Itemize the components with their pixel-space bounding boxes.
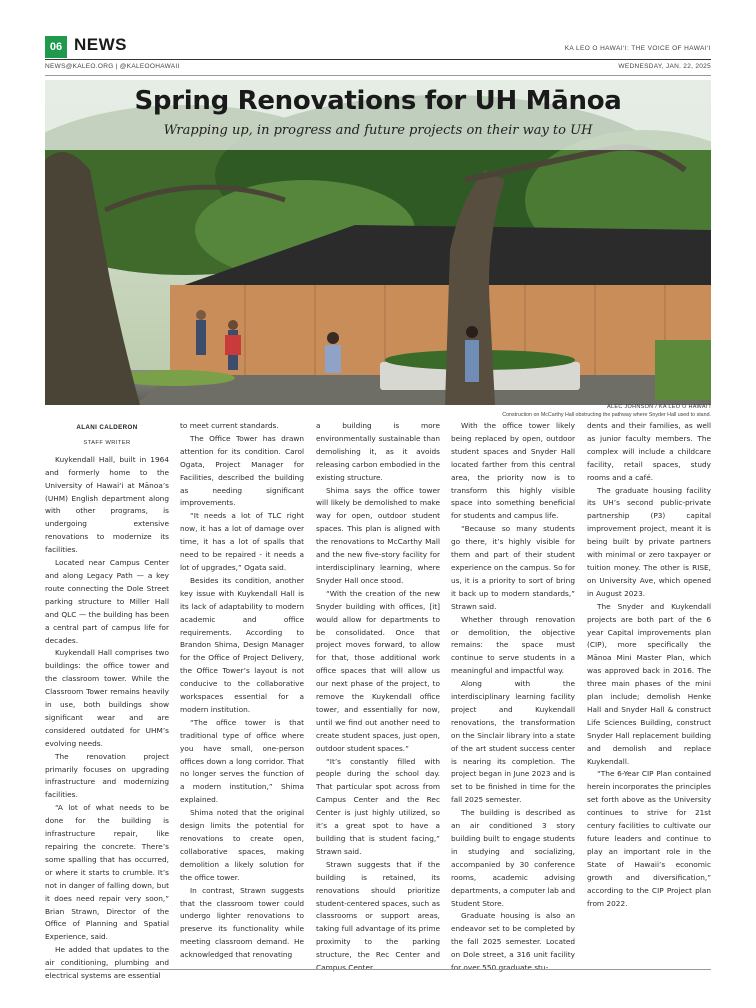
section-title: NEWS xyxy=(74,35,127,54)
paragraph: The Office Tower has drawn attention for its condition. Carol Ogata, Project Manager for Facilities, described the building as needing significant improvements. xyxy=(180,433,304,508)
paragraph: Located near Campus Center and along Legacy Path — a key route connecting the Dole Street parking structure to Miller Hall and QLC — the building has been a central part of campus life for decades. xyxy=(45,558,169,645)
footer-rule xyxy=(45,969,711,970)
paragraph: dents and their families, as well as junior faculty members. The complex will include a childcare facility, retail spaces, study rooms and a café. xyxy=(587,421,711,482)
article-column-3 xyxy=(316,420,440,975)
paragraph: Strawn suggests that if the building is retained, its renovations should prioritize student-centered spaces, such as classrooms or support areas, taking full advantage of its prime proximity to the parking structure, the Rec Center and Campus Center. xyxy=(316,859,440,973)
paragraph: Whether through renovation or demolition, the objective remains: the space must continue to serve students in a meaningful and impactful way. xyxy=(451,614,575,676)
paragraph: “It needs a lot of TLC right now, it has a lot of damage over time, it has a lot of spalls that need to be repaired - it needs a lot of upgrades,” Ogata said. xyxy=(180,511,304,572)
article-column-1 xyxy=(45,420,169,983)
byline-author: ALANI CALDERON xyxy=(76,424,138,431)
paragraph: Shima noted that the original design limits the potential for renovations to create open, collaborative spaces, making demolition a likely solution for the office tower. xyxy=(180,808,304,882)
paragraph: “Because so many students go there, it’s highly visible for them and part of their student experience on the campus. So for us, it is a priority to sort of bring it back up to modern standards,” Strawn said. xyxy=(451,524,575,611)
paragraph: “With the creation of the new Snyder building with offices, [it] would allow for departments to be consolidated. Once that project moves forward, to allow for that, those additional work office spaces that will allow us our next phase of the project, to remove the Kuykendall office tower, and essentially for now, until we find out another need to create student spaces, just open, outdoor student spaces.” xyxy=(316,588,440,753)
photo-credit: ALEC JOHNSON / KA LEO O HAWAI‘I xyxy=(607,404,711,410)
paragraph: “The 6-Year CIP Plan contained herein incorporates the principles set forth above as the University continues to strive for 21st century facilities to cultivate our future leaders and continue to play an important role in the State of Hawaii’s economic growth and diversification,” according to the CIP Project plan from 2022. xyxy=(587,769,711,908)
paragraph: “The office tower is that traditional type of office where you have small, one-person offices down a long corridor. That no longer serves the function of a modern institution,” Shima explained. xyxy=(180,717,304,805)
paragraph: Kuykendall Hall comprises two buildings: the office tower and the classroom tower. While the Classroom Tower remains heavily in use, both buildings show significant wear and are considered outdated for UHM’s evolving needs. xyxy=(45,648,169,748)
paragraph: The graduate housing facility its UH’s second public-private partnership (P3) capital improvement project, meant it is being built by private partners with minimal or zero taxpayer or tuition money. The other is RISE, on University Ave, which opened in August 2023. xyxy=(587,485,711,598)
article-column-2 xyxy=(180,420,304,962)
paragraph: In contrast, Strawn suggests that the classroom tower could undergo lighter renovations to preserve its functionality while meeting classroom demand. He acknowledged that renovating xyxy=(180,885,304,960)
headline-band xyxy=(45,80,711,150)
subheader-rule xyxy=(45,75,711,76)
contact-info: NEWS@KALEO.ORG | @KALEOOHAWAII xyxy=(45,63,180,70)
article-column-4 xyxy=(451,420,575,975)
issue-date: WEDNESDAY, JAN. 22, 2025 xyxy=(618,63,711,70)
photo-caption: Construction on McCarthy Hall obstructing the pathway where Snyder Hall used to stand. xyxy=(502,412,711,418)
page-number-badge: 06 xyxy=(45,36,67,58)
hero-photo xyxy=(45,80,711,405)
header-rule xyxy=(45,59,711,60)
paragraph: “It’s constantly filled with people during the school day. That particular spot across from Campus Center and the Rec Center is just highly utilized, so it’s a great spot to have a building that is student facing,” Strawn said. xyxy=(316,756,440,856)
publication-tagline: KA LEO O HAWAI‘I: THE VOICE OF HAWAI‘I xyxy=(564,45,711,52)
byline-role: STAFF WRITER xyxy=(83,439,131,446)
paragraph: The Snyder and Kuykendall projects are both part of the 6 year Capital improvements plan (CIP), more specifically the Mānoa Mini Master Plan, which was approved back in 2016. The three main phases of the mini plan include; demolish Henke Hall and Snyder Hall & construct Life Sciences Building, construct Snyder Hall replacement building and demolish and replace Kuykendall. xyxy=(587,601,711,766)
article-headline: Spring Renovations for UH Mānoa xyxy=(134,86,622,116)
paragraph: Shima says the office tower will likely be demolished to make way for open, outdoor student spaces. This plan is aligned with the renovations to McCarthy Mall and the new five-story facility for interdisciplinary learning, where Snyder Hall once stood. xyxy=(316,485,440,585)
article-deck: Wrapping up, in progress and future projects on their way to UH xyxy=(163,123,593,138)
paragraph: With the office tower likely being replaced by open, outdoor student spaces and Snyder Hall located farther from this central area, the priority now is to transform this highly visible space into something beneficial for students and campus life. xyxy=(451,421,575,521)
paragraph: a building is more environmentally sustainable than demolishing it, as it avoids releasing carbon embodied in the existing structure. xyxy=(316,421,440,482)
paragraph: The renovation project primarily focuses on upgrading infrastructure and modernizing facilities. xyxy=(45,751,169,800)
paragraph: He added that updates to the air conditioning, plumbing and electrical systems are essential xyxy=(45,945,169,981)
paragraph: Kuykendall Hall, built in 1964 and formerly home to the University of Hawai‘i at Mānoa’s (UHM) English department along with other programs, is undergoing extensive renovations to modernize its facilities. xyxy=(45,454,169,555)
paragraph: to meet current standards. xyxy=(180,421,279,430)
paragraph: Graduate housing is also an endeavor set to be completed by the fall 2025 semester. Located on Dole street, a 316 unit facility for over 550 graduate stu- xyxy=(451,911,575,973)
paragraph: Along with the interdisciplinary learning facility project and Kuykendall renovations, the transformation on the Sinclair library into a state of the art student success center is nearing its completion. The project began in June 2023 and is set to be finished in time for the fall 2025 semester. xyxy=(451,679,575,805)
paragraph: Besides its condition, another key issue with Kuykendall Hall is its lack of adaptability to modern academic and office requirements. According to Brandon Shima, Design Manager for the Office of Project Delivery, the Office Tower’s layout is not conducive to the collaborative workspaces essential for a modern institution. xyxy=(180,575,304,714)
paragraph: The building is described as an air conditioned 3 story building built to engage students in studying and socializing, accompanied by 30 conference rooms, academic advising departments, a computer lab and Student Store. xyxy=(451,808,575,908)
paragraph: “A lot of what needs to be done for the building is infrastructure repair, like repairing the concrete. There’s some spalling that has occurred, or where it starts to crumble. It’s not in danger of falling down, but it does need repair very soon,” Brian Strawn, Director of the Office of Planning and Spatial Experience, said. xyxy=(45,803,169,942)
article-body xyxy=(45,420,711,981)
article-column-5 xyxy=(587,420,711,910)
